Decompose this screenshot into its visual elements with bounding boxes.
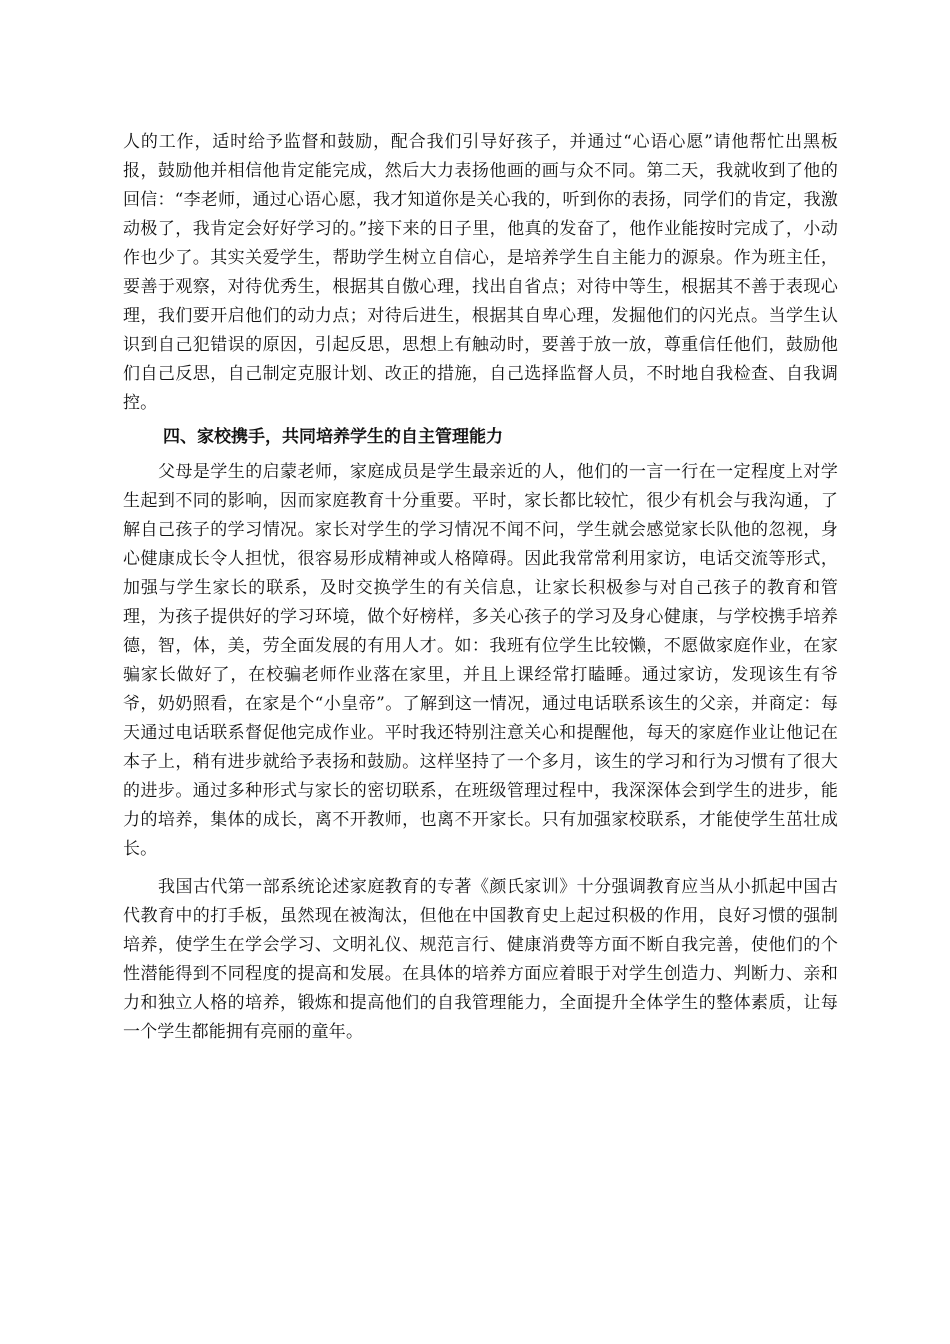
paragraph-continued: 人的工作，适时给予监督和鼓励，配合我们引导好孩子，并通过“心语心愿”请他帮忙出黑板报，鼓励他并相信他肯定能完成，然后大力表扬他画的画与众不同。第二天，我就收到了他的回信：“李老师，通过心语心愿，我才知道你是关心我的，听到你的表扬，同学们的肯定，我激动极了，我肯定会好好学习的。”接下来的日子里，他真的发奋了，他作业能按时完成了，小动作也少了。其实关爱学生，帮助学生树立自信心，是培养学生自主能力的源泉。作为班主任，要善于观察，对待优秀生，根据其自傲心理，找出自省点；对待中等生，根据其不善于表现心理，我们要开启他们的动力点；对待后进生，根据其自卑心理，发掘他们的闪光点。当学生认识到自己犯错误的原因，引起反思，思想上有触动时，要善于放一放，尊重信任他们，鼓励他们自己反思，自己制定克服计划、改正的措施，自己选择监督人员，不时地自我检查、自我调控。	[123, 132, 838, 413]
paragraph-home-school: 父母是学生的启蒙老师，家庭成员是学生最亲近的人，他们的一言一行在一定程度上对学生起到不同的影响，因而家庭教育十分重要。平时，家长都比较忙，很少有机会与我沟通，了解自己孩子的学习情况。家长对学生的学习情况不闻不问，学生就会感觉家长队他的忽视，身心健康成长令人担忧，很容易形成精神或人格障碍。因此我常常利用家访，电话交流等形式，加强与学生家长的联系，及时交换学生的有关信息，让家长积极参与对自己孩子的教育和管理，为孩子提供好的学习环境，做个好榜样，多关心孩子的学习及身心健康，与学校携手培养德，智，体，美，劳全面发展的有用人才。如：我班有位学生比较懒，不愿做家庭作业，在家骗家长做好了，在校骗老师作业落在家里，并且上课经常打瞌睡。通过家访，发现该生有爷爷，奶奶照看，在家是个“小皇帝”。了解到这一情况，通过电话联系该生的父亲，并商定：每天通过电话联系督促他完成作业。平时我还特别注意关心和提醒他，每天的家庭作业让他记在本子上，稍有进步就给予表扬和鼓励。这样坚持了一个多月，该生的学习和行为习惯有了很大的进步。通过多种形式与家长的密切联系，在班级管理过程中，我深深体会到学生的进步，能力的培养，集体的成长，离不开教师，也离不开家长。只有加强家校联系，才能使学生茁壮成长。	[123, 462, 838, 859]
paragraph-conclusion: 我国古代第一部系统论述家庭教育的专著《颜氏家训》十分强调教育应当从小抓起中国古代教育中的打手板，虽然现在被淘汰，但他在中国教育史上起过积极的作用，良好习惯的强制培养，使学生在学会学习、文明礼仪、规范言行、健康消费等方面不断自我完善，使他们的个性潜能得到不同程度的提高和发展。在具体的培养方面应着眼于对学生创造力、判断力、亲和力和独立人格的培养，锻炼和提高他们的自我管理能力，全面提升全体学生的整体素质，让每一个学生都能拥有亮丽的童年。	[123, 877, 838, 1042]
section-heading: 四、家校携手，共同培养学生的自主管理能力	[163, 427, 503, 447]
document-page	[123, 128, 838, 1047]
